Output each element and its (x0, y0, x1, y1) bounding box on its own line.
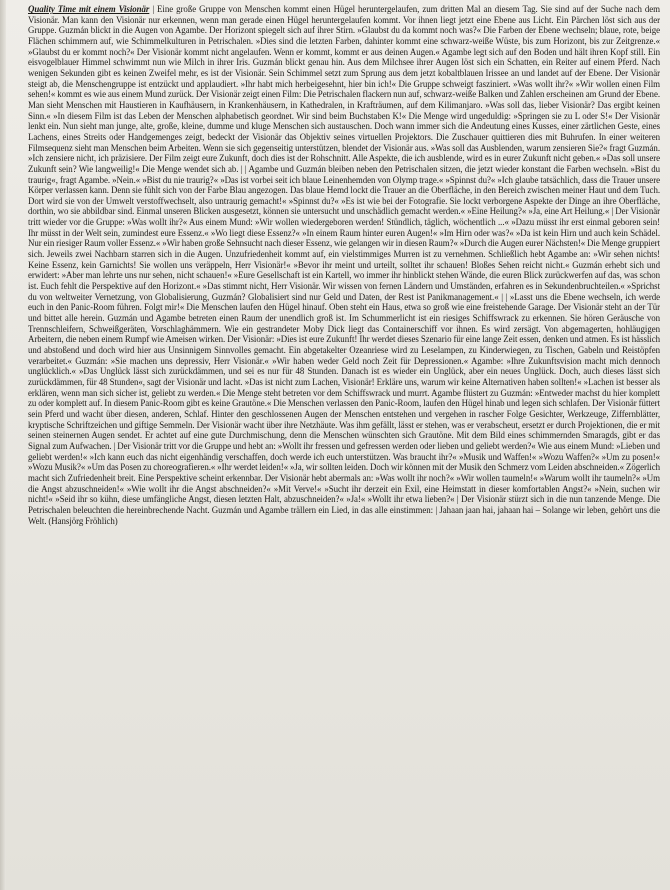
document-title: Quality Time mit einem Visionär (28, 4, 150, 14)
document-body: | Eine große Gruppe von Menschen kommt einen Hügel heruntergelaufen, zum dritten Mal an diesem Tag. Sie sind auf der Suche nach dem Visionär. Man kann den Visionär nur erkennen, wenn man gerade einen Hügel heruntergelaufen kommt. Vor ihnen liegt jetzt eine Ebene aus Licht. Ein Pärchen löst sich aus der Gruppe. Guzmán blickt in die Augen von Agambe. Der Horizont spiegelt sich auf ihrer Stirn. »Glaubst du da kommt noch was?« Die Farben der Ebene wechseln; blaue, rote, beige Flächen schimmern auf, wie Schimmelkulturen in Petrischalen. »Dies sind die letzten Farben, dahinter kommt eine schwarz-weiße Wüste, bis zum Horizont, bis zur Zeitgrenze.« »Glaubst du er kommt noch?« Der Visionär kommt nicht angelaufen. Wenn er kommt, kommt er aus deinen Augen.« Agambe legt sich auf den Boden und hält ihren Kopf still. Ein eisvogelblauer Himmel schwimmt nun wie Milch in ihrer Iris. Guzmán blickt genau hin. Aus dem Milchsee ihrer Augen löst sich ein Schatten, ein Reiter auf einem Pferd. Nach wenigen Sekunden gibt es keinen Zweifel mehr, es ist der Visionär. Sein Schimmel setzt zum Sprung aus dem jetzt kobaltblauen Irissee an und landet auf der Ebene. Der Visionär steigt ab, die Menschengruppe ist entzückt und applaudiert. »Ihr habt mich herbeigesehnt, hier bin ich!« Die Gruppe schweigt fasziniert. »Was wollt ihr?« »Wir wollen einen Film sehen!« kommt es wie aus einem Mund zurück. Der Visionär zeigt einen Film: Die Petrischalen flackern nun auf, schwarz-weiße Balken und Zahlen erscheinen am Grund der Ebene. Man sieht Menschen mit Haustieren in Kaufhäusern, in Krankenhäusern, in Kathedralen, in Krafträumen, auf dem Kilimanjaro. »Was soll das, lieber Visionär? Das ergibt keinen Sinn.« »In diesem Film ist das Leben der Menschen alphabetisch geordnet. Wir sind beim Buchstaben K!« Die Menge wird ungeduldig: »Springen sie zu L oder S!« Der Visionär lenkt ein. Nun sieht man junge, alte, große, kleine, dumme und kluge Menschen sich austauschen. Doch wann immer sich die Andeutung eines Kusses, einer zärtlichen Geste, eines Lachens, eines Streits oder Handgemenges zeigt, bedeckt der Visionär das Objektiv seines virtuellen Projektors. Die Zuschauer quittieren dies mit Buhrufen. In einer weiteren Filmsequenz sieht man Menschen beim Arbeiten. Wenn sie sich gegenseitig unterstützen, blendet der Visionär aus. »Was soll das Ausblenden, warum zensieren Sie?« fragt Guzmán. »Ich zensiere nicht, ich präzisiere. Der Film zeigt eure Zukunft, doch dies ist der Rohschnitt. Alle Aspekte, die ich ausblende, wird es in eurer Zukunft nicht geben.« »Das soll unsere Zukunft sein? Wie langweilig!« Die Menge wendet sich ab. | | Agambe und Guzmán bleiben neben den Petrischalen sitzen, die jetzt wieder konstant die Farben wechseln. »Bist du traurig«, fragt Agambe. »Nein.« »Bist du nie traurig?« »Das ist vorbei seit ich blaue Leinenhemden von Olymp trage.« »Spinnst du?« »Ich glaube tatsächlich, dass die Trauer unsere Körper verlassen kann. Denn sie fühlt sich von der Farbe Blau angezogen. Das blaue Hemd lockt die Trauer an die Oberfläche, in den Bereich zwischen meiner Haut und dem Tuch. Dort wird sie von der Umwelt verstoffwechselt, also untraurig gemacht!« »Spinnst du?« »Es ist wie bei der Fotografie. Sie lockt verborgene Aspekte der Dinge an ihre Oberfläche, dorthin, wo sie abbildbar sind. Einmal unseren Blicken ausgesetzt, können sie untersucht und unschädlich gemacht werden.« »Eine Heilung?« »Ja, eine Art Heilung.« | Der Visionär tritt wieder vor die Gruppe: »Was wollt ihr?« Aus einem Mund: »Wir wollen wiedergeboren werden! Stündlich, täglich, wöchentlich ...« »Dazu müsst ihr erst einmal geboren sein! Ihr müsst in der Welt sein, zumindest eure Essenz.« »Wo liegt diese Essenz?« »In einem Raum hinter euren Augen!« »Im Hirn oder was?« »Da ist kein Hirn und auch kein Schädel. Nur ein riesiger Raum voller Essenz.« »Wir haben große Sehnsucht nach dieser Essenz, wie gelangen wir in diesen Raum?« »Durch die Augen eurer Nächsten!« Die Menge gruppiert sich. Jeweils zwei Nachbarn starren sich in die Augen. Unzufriedenheit kommt auf, ein vielstimmiges Murren ist zu vernehmen. Schließlich hebt Agambe an: »Wir sehen nichts! Keine Essenz, kein Garnichts! Sie wollen uns veräppeln, Herr Visionär!« »Bevor ihr meint und urteilt, solltet ihr schauen! Bloßes Sehen reicht nicht.« Guzmán erhebt sich und erwidert: »Aber man lehrte uns nur sehen, nicht schauen!« »Eure Gesellschaft ist ein Kartell, wo immer ihr hinblickt stehen Wände, die euren Blick zurückwerfen auf das, was schon ist. Euch fehlt die Perspektive auf den Horizont.« »Das stimmt nicht, Herr Visionär. Wir wissen von fernen Ländern und Umständen, erfahren es in Sekundenbruchteilen.« »Sprichst du von weltweiter Vernetzung, von Globalisierung, Guzmán? Globalisiert sind nur Geld und Daten, der Rest ist Panikmanagement.« | | »Lasst uns die Ebene wechseln, ich werde euch in den Panic-Room führen. Folgt mir!« Die Menschen laufen den Hügel hinauf. Oben steht ein Haus, etwa so groß wie eine freistehende Garage. Der Visionär steht an der Tür und bittet alle herein. Guzmán und Agambe betreten einen Raum der unendlich groß ist. Im Schummerlicht ist ein riesiges Schiffswrack zu erkennen. Sie hören Geräusche von Trennschleifern, Schweißgeräten, Vorschlaghämmern. Wie ein gestrandeter Moby Dick liegt das Containerschiff vor ihnen. Es wird zersägt. Von abgemagerten, hohläugigen Arbeitern, die neben einem Rumpf wie Ameisen wirken. Der Visionär: »Dies ist eure Zukunft! Ihr werdet dieses Szenario für eine lange Zeit essen, denken und atmen. Es ist hässlich und abstoßend und doch wird hier aus Unsinnigem Sinnvolles gemacht. Ein abgetakelter Ozeanriese wird zu Leselampen, zu Kinderwiegen, zu Tischen, Gabeln und Reistöpfen verarbeitet.« Guzmán: »Sie machen uns depressiv, Herr Visionär.« »Wir haben weder Geld noch Zeit für Depressionen.« Agambe: »Ihre Zukunftsvision macht mich dennoch unglücklich.« »Das Unglück lässt sich zurückdämmen, und sei es nur für 48 Stunden. Danach ist es wieder ein Unglück, aber ein neues Unglück. Doch, auch dieses lässt sich zurückdämmen, für 48 Stunden«, sagt der Visionär und lacht. »Das ist nicht zum Lachen, Visionär! Erkläre uns, warum wir keine Alternativen haben sollten!« »Lachen ist besser als erklären, wenn man sich sicher ist, geliebt zu werden.« Die Menge steht betreten vor dem Schiffswrack und murrt. Agambe flüstert zu Guzmán: »Entweder machst du hier komplett zu oder komplett auf. In diesem Panic-Room gibt es keine Grautöne.« Die Menschen verlassen den Panic-Room, laufen den Hügel hinab und legen sich schlafen. Der Visionär füttert sein Pferd und wacht über diesen, anderen, Schlaf. Hinter den geschlossenen Augen der Menschen entstehen und vergehen in rascher Folge Gesichter, Werkzeuge, Ziffernblätter, kryptische Schriftzeichen und giftige Semmeln. Der Visionär wacht über ihre Netzhäute. Was ihm gefällt, lässt er stehen, was er verabscheut, ersetzt er durch Projektionen, die er mit seinen steinernen Augen sendet. Er achtet auf eine gute Durchmischung, denn die Menschen wünschten sich Grautöne. Mit dem Bild eines schimmernden Smaragds, gibt er das Signal zum Aufwachen. | Der Visionär tritt vor die Gruppe und hebt an: »Wollt ihr fressen und gefressen werden oder lieben und geliebt werden?« Wie aus einem Mund: »Lieben und geliebt werden!« »Ich kann euch das nicht eigenhändig verschaffen, doch werde ich euch unterstützen. Was braucht ihr?« »Musik und Waffen!« »Wozu Waffen?« »Um zu posen!« »Wozu Musik?« »Um das Posen zu choreografieren.« »Ihr werdet leiden!« »Ja, wir sollten leiden. Doch wir können mit der Musik den Schmerz vom Leiden abschneiden.« Zögerlich macht sich Zufriedenheit breit. Eine Perspektive scheint erkennbar. Der Visionär hebt abermals an: »Was wollt ihr noch?« »Wir wollen taumeln!« »Warum wollt ihr taumeln?« »Um die Angst abzuschneiden!« »Wie wollt ihr die Angst abschneiden?« »Mit Verve!« »Sucht ihr derzeit ein Exil, eine Heimstatt in dieser komfortablen Angst?« »Nein, suchen wir nicht!« »Seid ihr so kühn, diese umfängliche Angst, diesen letzten Halt, abzuschneiden?« »Ja!« »Wollt ihr etwa lieben?« | Der Visionär stürzt sich in die nun tanzende Menge. Die Petrischalen beleuchten die hereinbrechende Nacht. Guzmán und Agambe trällern ein Lied, in das alle einstimmen: | Jahaan jaan hai, jahaan hai – Solange wir leben, gehört uns die Welt. (Hansjörg Fröhlich) (28, 4, 660, 526)
document-text-block (28, 4, 660, 884)
page-edge-shadow (0, 0, 6, 890)
